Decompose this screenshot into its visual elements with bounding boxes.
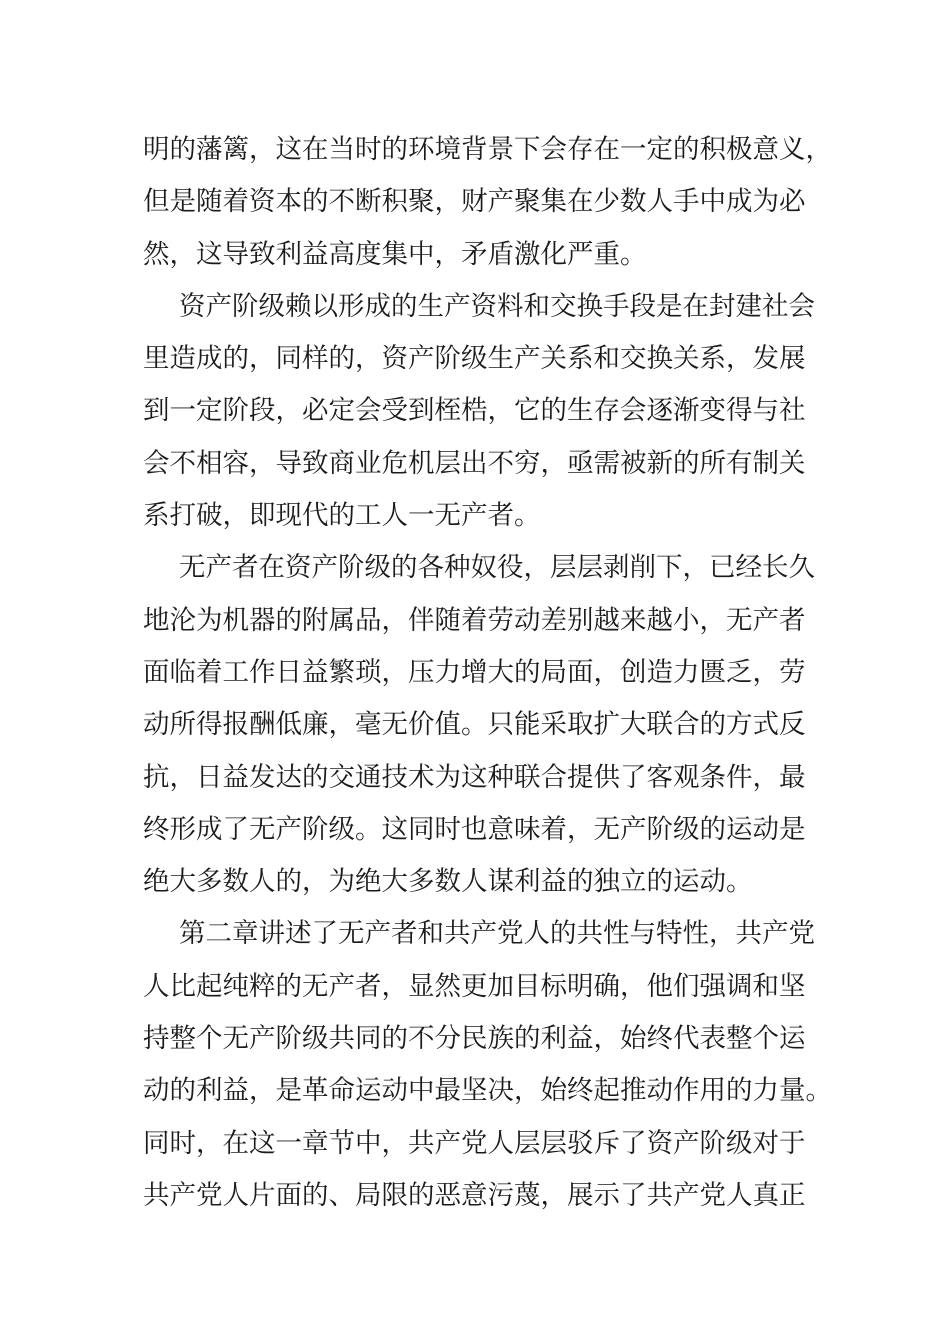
text-line: 绝大多数人的，为绝大多数人谋利益的独立的运动。 <box>143 866 753 898</box>
text-line: 无产者在资产阶级的各种奴役，层层剥削下，已经长久 <box>179 552 815 584</box>
text-line: 资产阶级赖以形成的生产资料和交换手段是在封建社会 <box>179 290 815 322</box>
text-line: 会不相容，导致商业危机层出不穷，亟需被新的所有制关 <box>143 447 806 479</box>
text-line: 面临着工作日益繁琐，压力增大的局面，创造力匮乏，劳 <box>143 656 806 688</box>
text-line: 但是随着资本的不断积聚，财产聚集在少数人手中成为必 <box>143 186 806 218</box>
text-line: 动所得报酬低廉，毫无价值。只能采取扩大联合的方式反 <box>143 709 806 741</box>
text-line: 人比起纯粹的无产者，显然更加目标明确，他们强调和坚 <box>143 970 806 1002</box>
document-body <box>143 124 832 1222</box>
text-line: 到一定阶段，必定会受到桎梏，它的生存会逐渐变得与社 <box>143 395 806 427</box>
text-line: 明的藩篱，这在当时的环境背景下会存在一定的积极意义， <box>143 134 832 165</box>
text-line: 然，这导致利益高度集中，矛盾激化严重。 <box>143 238 647 270</box>
text-line: 第二章讲述了无产者和共产党人的共性与特性，共产党 <box>179 918 815 950</box>
text-line: 共产党人片面的、局限的恶意污蔑，展示了共产党人真正 <box>143 1179 806 1211</box>
text-line: 动的利益，是革命运动中最坚决，始终起推动作用的力量。 <box>143 1075 832 1107</box>
text-line: 系打破，即现代的工人一无产者。 <box>143 500 541 532</box>
text-line: 持整个无产阶级共同的不分民族的利益，始终代表整个运 <box>143 1023 806 1055</box>
text-line: 抗，日益发达的交通技术为这种联合提供了客观条件，最 <box>143 761 806 793</box>
text-line: 地沦为机器的附属品，伴随着劳动差别越来越小，无产者 <box>143 604 806 636</box>
text-line: 终形成了无产阶级。这同时也意味着，无产阶级的运动是 <box>143 813 806 845</box>
text-line: 同时，在这一章节中，共产党人层层驳斥了资产阶级对于 <box>143 1127 806 1159</box>
text-line: 里造成的，同样的，资产阶级生产关系和交换关系，发展 <box>143 343 806 375</box>
